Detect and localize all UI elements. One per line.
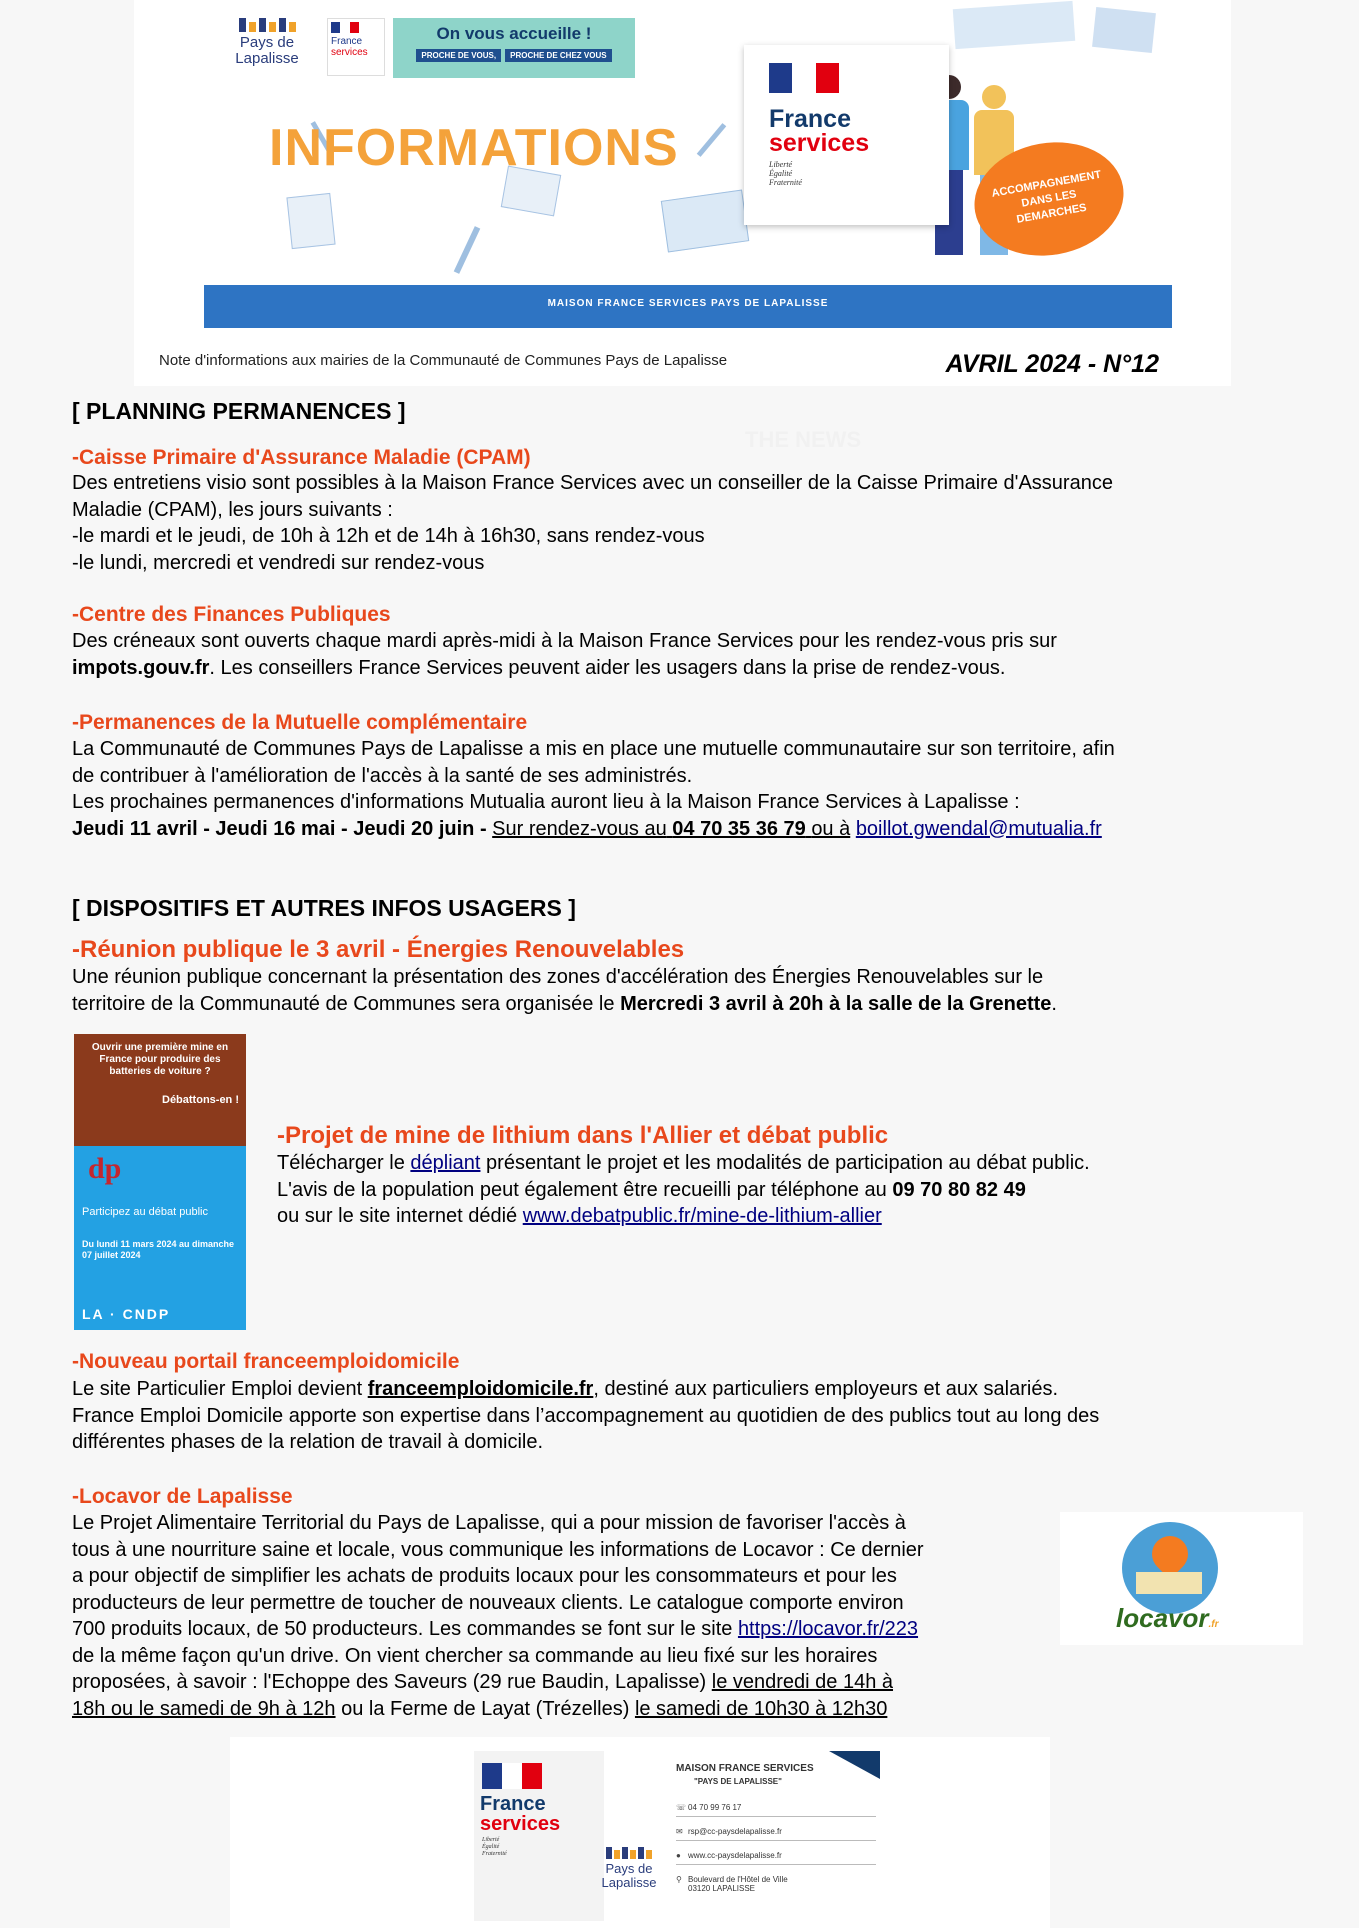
- text-fragment: territoire de la Communauté de Communes sera organisée le: [72, 992, 615, 1015]
- footer-email[interactable]: [676, 1827, 876, 1841]
- text-line: [72, 1376, 1270, 1403]
- text-line: -le mardi et le jeudi, de 10h à 12h et de 14h à 16h30, sans rendez-vous: [72, 525, 705, 547]
- accueil-banner: [393, 18, 635, 78]
- footer-contact-card: [230, 1737, 1050, 1928]
- text-fragment: Le site Particulier Emploi devient: [72, 1378, 363, 1400]
- impots-site: impots.gouv.fr: [72, 656, 210, 679]
- text-line: [277, 1150, 1277, 1177]
- motto-word: Fraternité: [482, 1851, 507, 1857]
- finances-text: [72, 628, 1270, 681]
- poster-participez: Participez au débat public: [82, 1206, 208, 1218]
- france-services-logo: [474, 1751, 604, 1921]
- footer-title: MAISON FRANCE SERVICES: [676, 1763, 814, 1774]
- locavor-wordmark: [1116, 1603, 1219, 1634]
- motto-word: Liberté: [482, 1837, 500, 1843]
- text-line: Une réunion publique concernant la présentation des zones d'accélération des Énergies Renouvelables sur le: [72, 966, 1044, 988]
- reunion-date: Mercredi 3 avril à 20h à la salle de la Grenette: [620, 992, 1052, 1015]
- motto-word: Égalité: [769, 169, 793, 178]
- footer-subtitle: "PAYS DE LAPALISSE": [694, 1777, 782, 1786]
- accueil-title: On vous accueille !: [436, 24, 592, 43]
- ferme-hours: le samedi de 10h30 à 12h30: [634, 1697, 888, 1720]
- edition-label: AVRIL 2024 - N°12: [945, 350, 1159, 378]
- mutuelle-email-link[interactable]: boillot.gwendal@mutualia.fr: [855, 817, 1102, 840]
- lithium-debate-poster[interactable]: [74, 1034, 246, 1330]
- badge-text: ACCOMPAGNEMENT DANS LES DEMARCHES: [990, 168, 1103, 226]
- republic-motto: [769, 160, 802, 187]
- text-line: tous à une nourriture saine et locale, vous communique les informations de Locavor : Ce dernier: [72, 1538, 924, 1561]
- castle-icon: [222, 18, 312, 32]
- mutuelle-phone: 04 70 35 36 79: [672, 817, 806, 840]
- phone-text: 04 70 99 76 17: [688, 1803, 742, 1812]
- pays-de-lapalisse-logo: [222, 18, 312, 67]
- text-fragment: Télécharger le: [277, 1152, 405, 1174]
- text-line: a pour objectif de simplifier les achats de produits locaux pour les consommateurs et pour les: [72, 1565, 897, 1587]
- reunion-text: [72, 964, 1270, 1017]
- logo-text: France: [480, 1793, 546, 1815]
- text-line: [72, 816, 1270, 843]
- address-text: Boulevard de l'Hôtel de Ville: [688, 1875, 788, 1884]
- logo-text: services: [769, 129, 870, 157]
- globe-icon: ●: [676, 1851, 681, 1860]
- email-text: rsp@cc-paysdelapalisse.fr: [688, 1827, 782, 1836]
- text-line: de contribuer à l'amélioration de l'accès à la santé de ses administrés.: [72, 764, 693, 787]
- text-line: [277, 1203, 1277, 1230]
- notebook-icon: [286, 193, 335, 249]
- text-fragment: ou sur le site internet dédié: [277, 1205, 518, 1227]
- poster-question: Ouvrir une première mine en France pour produire des batteries de voiture ?: [91, 1042, 229, 1077]
- france-services-mini-logo: [327, 18, 385, 76]
- locavor-logo[interactable]: [1060, 1512, 1303, 1645]
- mail-icon: ✉: [676, 1827, 683, 1836]
- logo-text: services: [480, 1813, 561, 1835]
- depliant-link[interactable]: dépliant: [410, 1152, 481, 1174]
- castle-icon: [589, 1847, 669, 1859]
- banner-title: INFORMATIONS: [269, 119, 679, 177]
- text-line: [72, 1616, 1048, 1643]
- cpam-text: [72, 470, 1270, 576]
- echoppe-hours: le vendredi de 14h à: [711, 1671, 894, 1693]
- reunion-title: -Réunion publique le 3 avril - Énergies Renouvelables: [72, 936, 685, 963]
- header-banner: [134, 0, 1231, 386]
- french-flag-icon: [331, 22, 359, 33]
- logo-text: Pays de: [605, 1861, 653, 1876]
- republic-motto: [482, 1837, 507, 1858]
- text-fragment: 700 produits locaux, de 50 producteurs. Les commandes se font sur le site: [72, 1618, 733, 1640]
- mutuelle-dates: Jeudi 11 avril - Jeudi 16 mai - Jeudi 20 juin -: [72, 817, 487, 840]
- cndp-logo: LA · CNDP: [82, 1306, 171, 1322]
- text-line: -le lundi, mercredi et vendredi sur rendez-vous: [72, 551, 485, 574]
- echoppe-hours: 18h ou le samedi de 9h à 12h: [72, 1697, 336, 1720]
- text-line: différentes phases de la relation de travail à domicile.: [72, 1431, 544, 1453]
- wordmark-suffix: .fr: [1208, 1619, 1219, 1630]
- text-line: [72, 991, 1270, 1018]
- book-stack-icon: [1092, 7, 1156, 53]
- location-icon: ⚲: [676, 1875, 682, 1884]
- mutuelle-text: [72, 736, 1270, 842]
- document-icon: [661, 190, 749, 253]
- finances-title: -Centre des Finances Publiques: [72, 603, 391, 626]
- logo-text: Lapalisse: [601, 1875, 657, 1890]
- text-fragment: présentant le projet et les modalités de participation au débat public.: [486, 1152, 1090, 1174]
- text-fragment: ou la Ferme de Layat (Trézelles): [341, 1697, 630, 1720]
- logo-text: services: [331, 47, 368, 58]
- marianne-flag-icon: [769, 63, 839, 93]
- logo-text: France: [769, 105, 851, 133]
- debat-public-logo: dp: [88, 1152, 122, 1185]
- logo-text: France: [331, 36, 363, 47]
- text-line: producteurs de leur permettre de toucher de nouveaux clients. Le catalogue comporte environ: [72, 1591, 904, 1614]
- address-text: 03120 LAPALISSE: [688, 1884, 756, 1893]
- section-heading-dispositifs: [ DISPOSITIFS ET AUTRES INFOS USAGERS ]: [72, 895, 576, 921]
- map-pin-icon: [1122, 1522, 1218, 1614]
- emploi-text: [72, 1376, 1270, 1456]
- marianne-flag-icon: [482, 1763, 542, 1789]
- text-fragment: ou à: [811, 817, 851, 840]
- text-fragment: Sur rendez-vous au: [492, 817, 667, 840]
- text-line: [72, 655, 1270, 682]
- section-heading-planning: [ PLANNING PERMANENCES ]: [72, 398, 406, 424]
- locavor-text: [72, 1510, 1048, 1722]
- banner-illustration: [204, 0, 1174, 328]
- corner-decoration: [829, 1751, 880, 1779]
- accueil-tag: PROCHE DE CHEZ VOUS: [505, 49, 611, 62]
- debat-site-link[interactable]: www.debatpublic.fr/mine-de-lithium-allier: [522, 1205, 882, 1227]
- text-line: Maladie (CPAM), les jours suivants :: [72, 498, 393, 521]
- motto-word: Liberté: [769, 160, 793, 169]
- text-line: Des créneaux sont ouverts chaque mardi après-midi à la Maison France Services pour les rendez-vous pris sur: [72, 630, 1057, 652]
- text-fragment: L'avis de la population peut également être recueilli par téléphone au: [277, 1178, 887, 1201]
- footer-phone: [676, 1803, 876, 1817]
- footer-website[interactable]: [676, 1851, 876, 1865]
- pencil-icon: [697, 123, 727, 157]
- lithium-title: -Projet de mine de lithium dans l'Allier et débat public: [277, 1122, 889, 1149]
- watermark-text: THE NEWS: [745, 427, 862, 452]
- pencil-icon: [454, 226, 481, 274]
- footer-address: [676, 1875, 876, 1897]
- motto-word: Fraternité: [769, 178, 802, 187]
- text-line: Le Projet Alimentaire Territorial du Pays de Lapalisse, qui a pour mission de favoriser l'accès à: [72, 1512, 906, 1534]
- stripe-text: MAISON FRANCE SERVICES PAYS DE LAPALISSE: [547, 298, 829, 309]
- poster-debattons: Débattons-en !: [162, 1094, 239, 1106]
- newsletter-intro: Note d'informations aux mairies de la Communauté de Communes Pays de Lapalisse: [159, 352, 728, 369]
- emploi-title: -Nouveau portail franceemploidomicile: [72, 1350, 460, 1373]
- logo-text: Pays de: [239, 34, 295, 51]
- phone-icon: ☏: [676, 1803, 687, 1812]
- text-line: [72, 1669, 1048, 1696]
- accueil-tag: PROCHE DE VOUS,: [416, 49, 501, 62]
- text-fragment: .: [1051, 992, 1057, 1015]
- motto-word: Égalité: [482, 1844, 500, 1850]
- text-fragment: , destiné aux particuliers employeurs et aux salariés.: [593, 1378, 1058, 1400]
- rdv-text: [492, 818, 850, 840]
- logo-text: Lapalisse: [235, 50, 299, 67]
- text-line: de la même façon qu'un drive. On vient chercher sa commande au lieu fixé sur les horaires: [72, 1644, 878, 1667]
- text-line: Les prochaines permanences d'informations Mutualia auront lieu à la Maison France Services à Lapalisse :: [72, 791, 1020, 813]
- text-line: [277, 1177, 1277, 1204]
- mutuelle-title: -Permanences de la Mutuelle complémentaire: [72, 711, 528, 734]
- cpam-title: -Caisse Primaire d'Assurance Maladie (CPAM): [72, 446, 531, 469]
- text-fragment: proposées, à savoir : l'Echoppe des Saveurs (29 rue Baudin, Lapalisse): [72, 1671, 707, 1693]
- text-line: Des entretiens visio sont possibles à la Maison France Services avec un conseiller de la Caisse Primaire d'Assurance: [72, 472, 1113, 494]
- locavor-title: -Locavor de Lapalisse: [72, 1485, 293, 1508]
- debat-phone: 09 70 80 82 49: [892, 1178, 1026, 1201]
- web-text: www.cc-paysdelapalisse.fr: [688, 1851, 782, 1860]
- text-line: France Emploi Domicile apporte son expertise dans l’accompagnement au quotidien de des publics tout au long des: [72, 1404, 1100, 1427]
- franceemploidomicile-link[interactable]: franceemploidomicile.fr: [367, 1378, 594, 1400]
- text-line: [72, 1696, 1048, 1723]
- france-services-logo-card: [744, 45, 949, 225]
- poster-dates: Du lundi 11 mars 2024 au dimanche 07 juillet 2024: [82, 1239, 235, 1260]
- text-fragment: . Les conseillers France Services peuvent aider les usagers dans la prise de rendez-vous.: [209, 656, 1006, 679]
- pays-de-lapalisse-logo: [589, 1847, 669, 1890]
- text-line: La Communauté de Communes Pays de Lapalisse a mis en place une mutuelle communautaire sur son territoire, afin: [72, 738, 1115, 760]
- note-paper-icon: [953, 1, 1075, 49]
- lithium-text: [277, 1150, 1277, 1230]
- wordmark-text: locavor: [1116, 1603, 1209, 1633]
- locavor-link[interactable]: https://locavor.fr/223: [737, 1618, 919, 1640]
- business-card: [474, 1751, 880, 1921]
